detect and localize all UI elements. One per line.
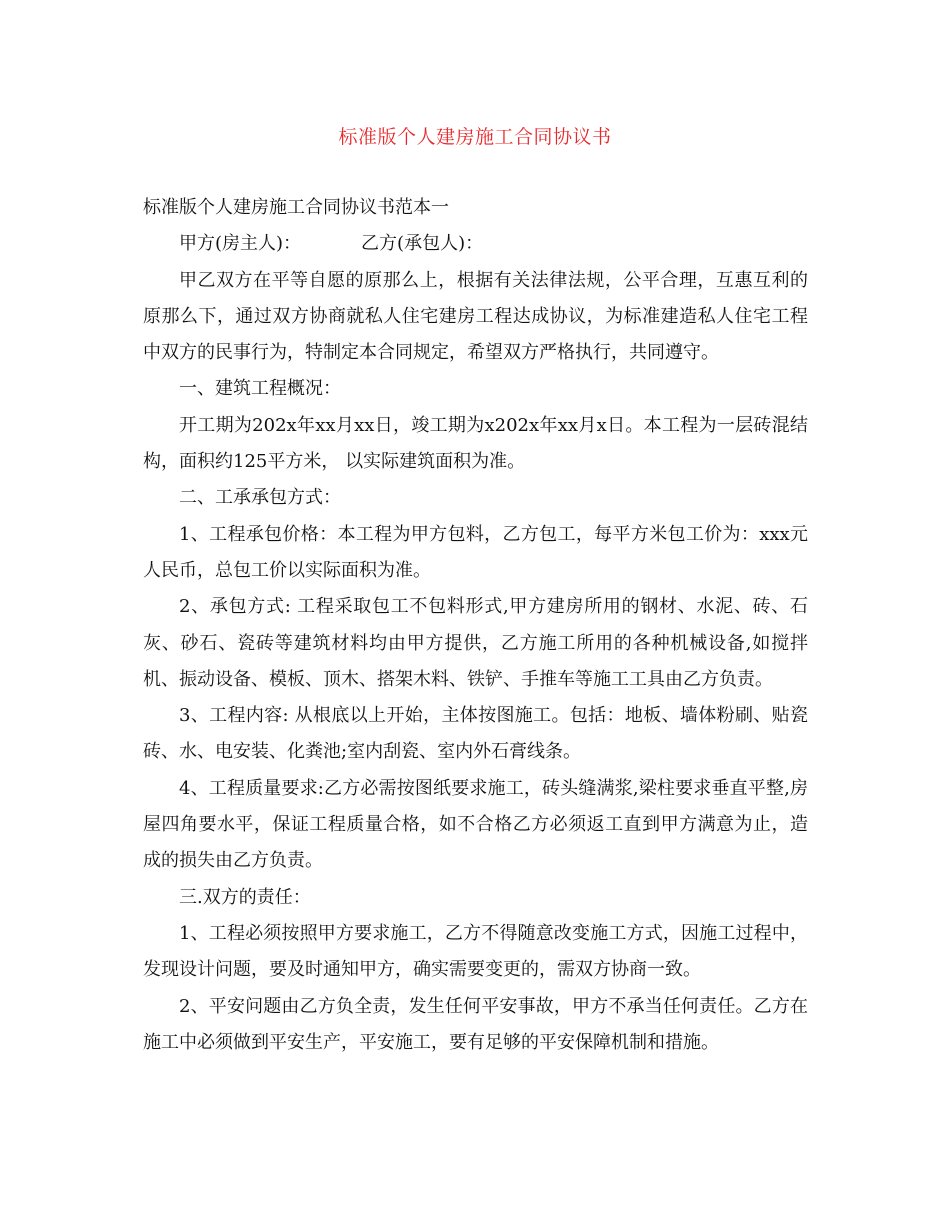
- document-title: 标准版个人建房施工合同协议书: [338, 126, 612, 148]
- section-heading-responsibilities: 三.双方的责任：: [179, 886, 311, 908]
- section-heading-overview: 一、建筑工程概况：: [179, 378, 341, 400]
- party-b-label: 乙方(承包人)：: [361, 233, 484, 255]
- clause-method: 2、承包方式: 工程采取包工不包料形式,甲方建房所用的钢材、水泥、砖、石灰、砂石、瓷砖等建筑材料均由甲方提供，乙方施工所用的各种机械设备,如搅拌机、振动设备、模板、顶木、搭架木料、铁铲、手推车等施工工具由乙方负责。: [143, 596, 808, 690]
- paragraph-schedule: 开工期为202x年xx月xx日，竣工期为x202x年xx月x日。本工程为一层砖混结构，面积约125平方米， 以实际建筑面积为准。: [143, 414, 808, 473]
- clause-construction-requirements: 1、工程必须按照甲方要求施工，乙方不得随意改变施工方式，因施工过程中，发现设计问题，要及时通知甲方，确实需要变更的，需双方协商一致。: [143, 922, 808, 981]
- clause-quality: 4、工程质量要求:乙方必需按图纸要求施工，砖头缝满浆,梁柱要求垂直平整,房屋四角要水平，保证工程质量合格，如不合格乙方必须返工直到甲方满意为止，造成的损失由乙方负责。: [143, 777, 808, 872]
- clause-scope: 3、工程内容: 从根底以上开始，主体按图施工。包括：地板、墙体粉刷、贴瓷砖、水、电安装、化粪池;室内刮瓷、室内外石膏线条。: [143, 705, 808, 763]
- clause-safety: 2、平安问题由乙方负全责，发生任何平安事故，甲方不承当任何责任。乙方在施工中必须做到平安生产，平安施工，要有足够的平安保障机制和措施。: [143, 995, 808, 1053]
- paragraph-intro: 甲乙双方在平等自愿的原那么上，根据有关法律法规，公平合理，互惠互利的原那么下，通过双方协商就私人住宅建房工程达成协议，为标准建造私人住宅工程中双方的民事行为，特制定本合同规定，希望双方严格执行，共同遵守。: [143, 269, 808, 364]
- document-body: [143, 190, 808, 1061]
- clause-price: 1、工程承包价格：本工程为甲方包料，乙方包工，每平方米包工价为：xxx元人民币，总包工价以实际面积为准。: [143, 523, 808, 581]
- document-subtitle: 标准版个人建房施工合同协议书范本一: [143, 197, 449, 218]
- party-a-label: 甲方(房主人)：: [179, 233, 302, 255]
- parties-line: [143, 226, 808, 262]
- section-heading-contract-method: 二、工承承包方式：: [179, 487, 341, 509]
